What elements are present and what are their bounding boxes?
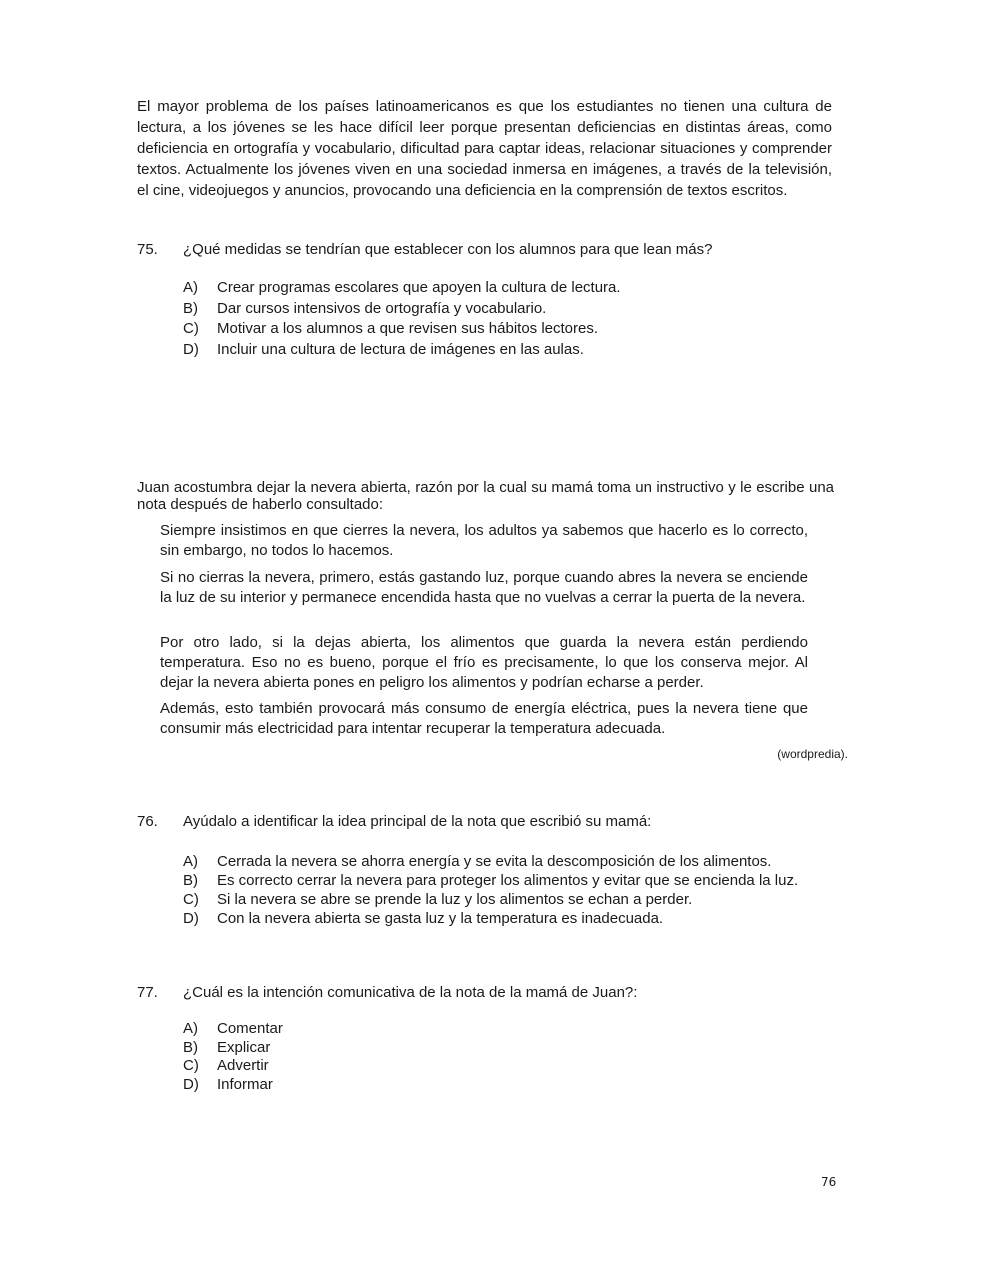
- question-77: [137, 983, 837, 1003]
- question-number: 77.: [137, 984, 158, 1001]
- option-text: Informar: [217, 1075, 273, 1093]
- question-text: ¿Qué medidas se tendrían que establecer con los alumnos para que lean más?: [183, 241, 713, 258]
- option-letter: C): [183, 891, 199, 908]
- option-text: Comentar: [217, 1020, 283, 1037]
- note-paragraph-4: Además, esto también provocará más consumo de energía eléctrica, pues la nevera tiene que consumir más electricidad para intentar recuperar la temperatura adecuada.: [160, 700, 808, 737]
- option-text: Cerrada la nevera se ahorra energía y se evita la descomposición de los alimentos.: [217, 853, 772, 870]
- question-75: [137, 240, 837, 260]
- option-text: Con la nevera abierta se gasta luz y la temperatura es inadecuada.: [217, 910, 664, 927]
- option-letter: B): [183, 872, 198, 889]
- option-d: [183, 1076, 843, 1095]
- option-letter: C): [183, 320, 199, 337]
- source-citation: (wordpredia).: [777, 747, 848, 761]
- option-text: Incluir una cultura de lectura de imágenes en las aulas.: [217, 340, 584, 358]
- option-text: Dar cursos intensivos de ortografía y vocabulario.: [217, 299, 547, 317]
- option-letter: D): [183, 340, 199, 358]
- option-b: [183, 1039, 843, 1058]
- option-b: [183, 299, 843, 320]
- option-a: [183, 1020, 843, 1039]
- option-d: [183, 340, 843, 361]
- option-text: Es correcto cerrar la nevera para proteger los alimentos y evitar que se encienda la luz.: [217, 872, 799, 889]
- options-75: [183, 278, 843, 360]
- note-paragraph-2: Si no cierras la nevera, primero, estás gastando luz, porque cuando abres la nevera se enciende la luz de su interior y permanece encendida hasta que no vuelvas a cerrar la puerta de la nevera.: [160, 569, 808, 606]
- option-a: [183, 852, 843, 871]
- option-c: [183, 890, 843, 909]
- question-text: ¿Cuál es la intención comunicativa de la nota de la mamá de Juan?:: [183, 984, 638, 1001]
- page-number: 76: [821, 1175, 837, 1189]
- option-letter: A): [183, 1020, 198, 1037]
- question-76: [137, 812, 837, 832]
- option-a: [183, 278, 843, 299]
- option-text: Explicar: [217, 1038, 271, 1056]
- option-letter: D): [183, 1075, 199, 1093]
- option-letter: A): [183, 853, 198, 870]
- option-letter: C): [183, 1057, 199, 1074]
- option-letter: A): [183, 279, 198, 296]
- option-text: Motivar a los alumnos a que revisen sus hábitos lectores.: [217, 320, 599, 337]
- option-c: [183, 1057, 843, 1076]
- option-b: [183, 871, 843, 890]
- option-letter: B): [183, 299, 198, 317]
- option-text: Advertir: [217, 1057, 269, 1074]
- options-76: [183, 852, 843, 928]
- note-paragraph-1: Siempre insistimos en que cierres la nevera, los adultos ya sabemos que hacerlo es lo correcto, sin embargo, no todos lo hacemos.: [160, 522, 808, 559]
- intro-paragraph: El mayor problema de los países latinoamericanos es que los estudiantes no tienen una cultura de lectura, a los jóvenes se les hace difícil leer porque presentan deficiencias en distintas áreas, como deficiencia en ortografía y vocabulario, dificultad para captar ideas, relacionar situaciones y comprender textos. Actualmente los jóvenes viven en una sociedad inmersa en imágenes, a través de la televisión, el cine, videojuegos y anuncios, provocando una deficiencia en la comprensión de textos escritos.: [137, 98, 832, 199]
- question-number: 75.: [137, 241, 158, 258]
- question-number: 76.: [137, 813, 158, 830]
- option-text: Si la nevera se abre se prende la luz y los alimentos se echan a perder.: [217, 891, 693, 908]
- option-c: [183, 319, 843, 340]
- reading-intro: Juan acostumbra dejar la nevera abierta, razón por la cual su mamá toma un instructivo y le escribe una nota después de haberlo consultado:: [137, 479, 834, 513]
- question-text: Ayúdalo a identificar la idea principal de la nota que escribió su mamá:: [183, 813, 652, 830]
- option-letter: D): [183, 910, 199, 927]
- note-paragraph-3: Por otro lado, si la dejas abierta, los alimentos que guarda la nevera están perdiendo temperatura. Eso no es bueno, porque el frío es precisamente, lo que los conserva mejor. Al dejar la nevera abierta pones en peligro los alimentos y podrían echarse a perder.: [160, 634, 808, 691]
- option-text: Crear programas escolares que apoyen la cultura de lectura.: [217, 279, 621, 296]
- option-letter: B): [183, 1038, 198, 1056]
- options-77: [183, 1020, 843, 1094]
- option-d: [183, 909, 843, 928]
